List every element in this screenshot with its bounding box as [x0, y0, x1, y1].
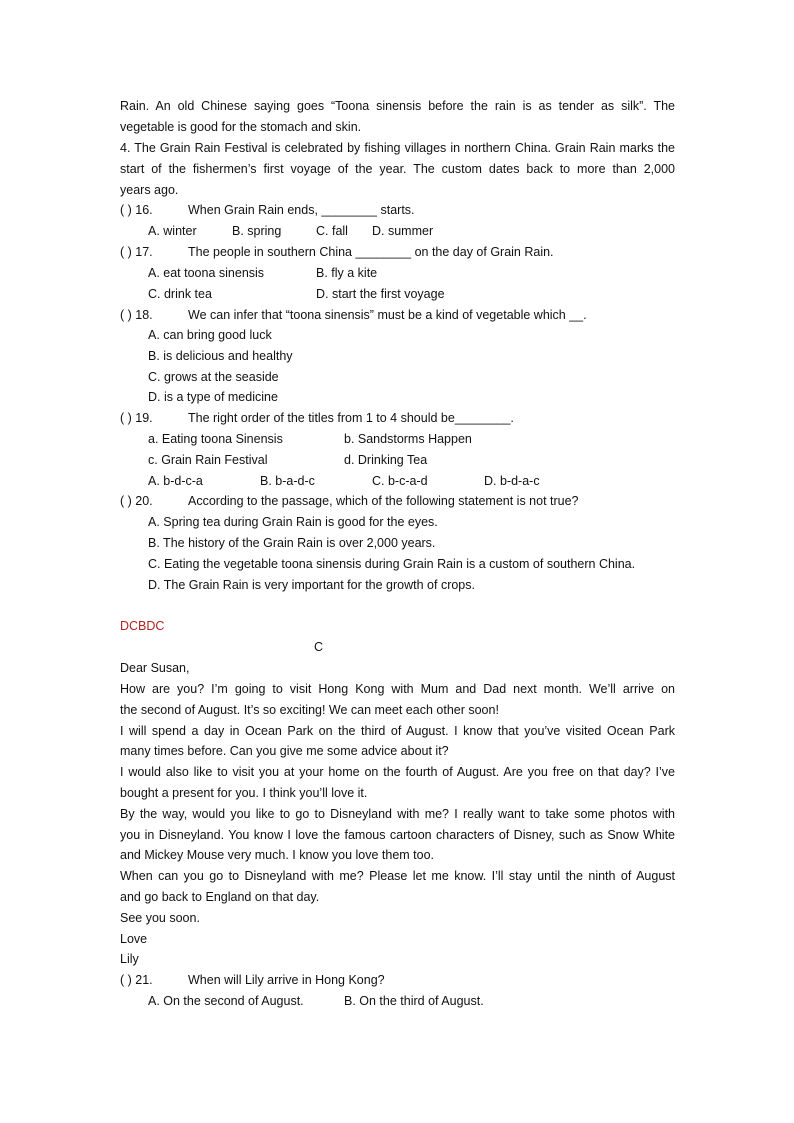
q20-option-a: A. Spring tea during Grain Rain is good for the eyes. [148, 515, 438, 529]
q16-option-d: D. summer [372, 224, 434, 238]
letter-signoff: Love [120, 932, 148, 946]
passage-line: Rain. An old Chinese saying goes “Toona sinensis before the rain is as tender as silk”. The [120, 99, 675, 113]
letter-line: How are you? I’m going to visit Hong Kong with Mum and Dad next month. We’ll arrive on [120, 682, 675, 696]
q20-option-d: D. The Grain Rain is very important for the growth of crops. [148, 578, 475, 592]
passage-line: 4. The Grain Rain Festival is celebrated by fishing villages in northern China. Grain Rain marks the [120, 141, 675, 155]
letter-line: the second of August. It’s so exciting! We can meet each other soon! [120, 703, 499, 717]
section-c-heading: C [314, 640, 324, 654]
q17-option-b: B. fly a kite [316, 266, 378, 280]
question-20-number: ( ) 20. [120, 494, 153, 508]
letter-line: When can you go to Disneyland with me? Please let me know. I’ll stay until the ninth of August [120, 869, 675, 883]
q16-option-a: A. winter [148, 224, 197, 238]
q20-option-b: B. The history of the Grain Rain is over 2,000 years. [148, 536, 436, 550]
q18-option-d: D. is a type of medicine [148, 390, 278, 404]
question-16-number: ( ) 16. [120, 203, 153, 217]
passage-line: start of the fishermen’s first voyage of the year. The custom dates back to more than 2,000 [120, 162, 675, 176]
q17-option-d: D. start the first voyage [316, 287, 445, 301]
q21-option-b: B. On the third of August. [344, 994, 484, 1008]
passage-line: years ago. [120, 183, 179, 197]
letter-line: I will spend a day in Ocean Park on the third of August. I know that you’ve visited Ocean Park [120, 724, 675, 738]
question-18-text: We can infer that “toona sinensis” must be a kind of vegetable which __. [188, 308, 587, 322]
question-19-text: The right order of the titles from 1 to 4 should be________. [188, 411, 514, 425]
letter-line: By the way, would you like to go to Disneyland with me? I really want to take some photos with [120, 807, 675, 821]
question-17-text: The people in southern China ________ on the day of Grain Rain. [188, 245, 554, 259]
question-21-text: When will Lily arrive in Hong Kong? [188, 973, 385, 987]
q17-option-a: A. eat toona sinensis [148, 266, 265, 280]
q19-title-a: a. Eating toona Sinensis [148, 432, 283, 446]
q21-option-a: A. On the second of August. [148, 994, 304, 1008]
q19-option-d: D. b-d-a-c [484, 474, 540, 488]
q19-option-c: C. b-c-a-d [372, 474, 428, 488]
letter-line: many times before. Can you give me some advice about it? [120, 744, 449, 758]
question-20-text: According to the passage, which of the following statement is not true? [188, 494, 579, 508]
q18-option-c: C. grows at the seaside [148, 370, 279, 384]
question-19-number: ( ) 19. [120, 411, 153, 425]
q16-option-c: C. fall [316, 224, 348, 238]
letter-line: bought a present for you. I think you’ll love it. [120, 786, 368, 800]
q16-option-b: B. spring [232, 224, 282, 238]
q20-option-c: C. Eating the vegetable toona sinensis during Grain Rain is a custom of southern China. [148, 557, 636, 571]
letter-closing: See you soon. [120, 911, 200, 925]
q18-option-a: A. can bring good luck [148, 328, 272, 342]
q18-option-b: B. is delicious and healthy [148, 349, 293, 363]
letter-greeting: Dear Susan, [120, 661, 190, 675]
q17-option-c: C. drink tea [148, 287, 212, 301]
q19-option-a: A. b-d-c-a [148, 474, 203, 488]
passage-line: vegetable is good for the stomach and skin. [120, 120, 362, 134]
q19-title-b: b. Sandstorms Happen [344, 432, 472, 446]
letter-line: I would also like to visit you at your home on the fourth of August. Are you free on that day? I’ve [120, 765, 675, 779]
question-16-text: When Grain Rain ends, ________ starts. [188, 203, 415, 217]
question-17-number: ( ) 17. [120, 245, 153, 259]
letter-line: and Mickey Mouse very much. I know you love them too. [120, 848, 435, 862]
letter-line: and go back to England on that day. [120, 890, 320, 904]
q19-title-c: c. Grain Rain Festival [148, 453, 268, 467]
letter-signature: Lily [120, 952, 139, 966]
question-21-number: ( ) 21. [120, 973, 153, 987]
q19-title-d: d. Drinking Tea [344, 453, 428, 467]
question-18-number: ( ) 18. [120, 308, 153, 322]
answer-key: DCBDC [120, 619, 165, 633]
q19-option-b: B. b-a-d-c [260, 474, 315, 488]
letter-line: you in Disneyland. You know I love the famous cartoon characters of Disney, such as Snow White [120, 828, 675, 842]
